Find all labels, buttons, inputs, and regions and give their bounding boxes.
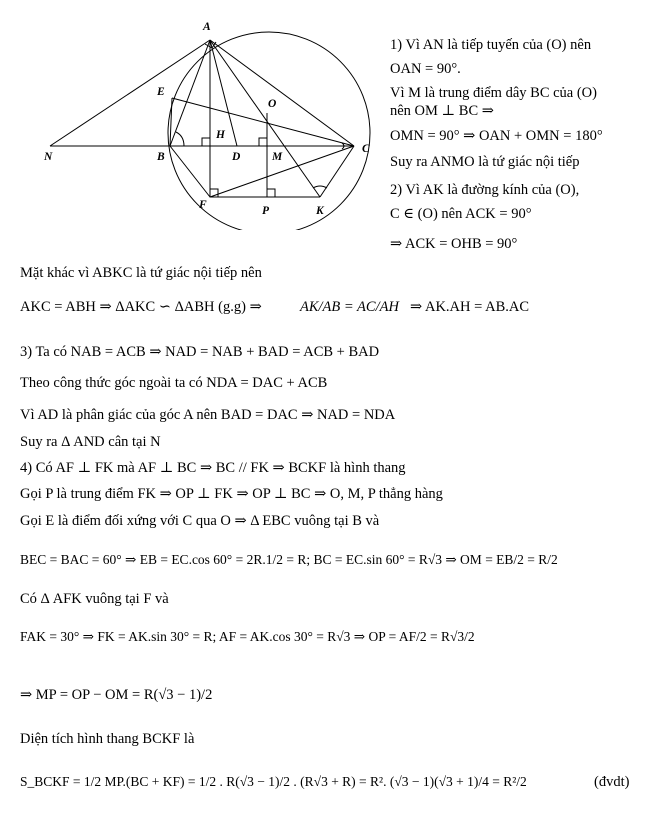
part4-line-d: BEC = BAC = 60° ⇒ EB = EC.cos 60° = 2R.1/2 = R; BC = EC.sin 60° = R√3 ⇒ OM = EB/2 = R/2 — [20, 552, 558, 567]
angle-mark-k — [313, 186, 327, 188]
right-angle-p — [267, 189, 275, 197]
right-angle-m — [259, 138, 267, 146]
part2-line-e3: ⇒ AK.AH = AB.AC — [410, 299, 530, 315]
part4-line-h: Diện tích hình thang BCKF là — [20, 731, 195, 747]
label-f: F — [199, 199, 207, 211]
part1-line-a: 1) Vì AN là tiếp tuyến của (O) nên — [390, 37, 592, 53]
part3-line-a: 3) Ta có NAB = ACB ⇒ NAD = NAB + BAD = ACB + BAD — [20, 344, 380, 360]
part4-line-i: S_BCKF = 1/2 MP.(BC + KF) = 1/2 . R(√3 − 1)/2 . (R√3 + R) = R². (√3 − 1)(√3 + 1)/4 = R²/2 — [20, 774, 527, 789]
label-e: E — [157, 86, 165, 98]
part1-line-d: nên OM ⊥ BC ⇒ — [390, 103, 494, 119]
label-a: A — [203, 21, 211, 33]
label-o: O — [268, 98, 277, 110]
line-ac — [210, 40, 354, 146]
part2-line-e2: AK/AB = AC/AH — [300, 299, 399, 315]
part2-line-b: C ∈ (O) nên ACK = 90° — [390, 206, 532, 222]
right-angle-h — [202, 138, 210, 146]
label-m: M — [272, 151, 283, 163]
angle-mark-b — [176, 132, 184, 146]
part2-line-a: 2) Vì AK là đường kính của (O), — [390, 182, 580, 198]
geometry-figure — [0, 0, 380, 230]
label-h: H — [216, 129, 225, 141]
part4-line-a: 4) Có AF ⊥ FK mà AF ⊥ BC ⇒ BC // FK ⇒ BCKF là hình thang — [20, 460, 406, 476]
part1-line-b: OAN = 90°. — [390, 61, 461, 77]
label-p: P — [262, 205, 270, 217]
line-an — [50, 40, 210, 146]
part3-line-d: Suy ra Δ AND cân tại N — [20, 434, 161, 450]
part4-line-b: Gọi P là trung điểm FK ⇒ OP ⊥ FK ⇒ OP ⊥ BC ⇒ O, M, P thẳng hàng — [20, 486, 443, 502]
part4-line-c: Gọi E là điểm đối xứng với C qua O ⇒ Δ EBC vuông tại B và — [20, 513, 380, 529]
part2-line-d: Mặt khác vì ABKC là tứ giác nội tiếp nên — [20, 265, 262, 281]
line-kc — [320, 146, 354, 197]
label-b: B — [157, 151, 165, 163]
part2-line-e1: AKC = ABH ⇒ ΔAKC ∽ ΔABH (g.g) ⇒ — [20, 299, 262, 315]
part4-line-g: ⇒ MP = OP − OM = R(√3 − 1)/2 — [20, 687, 213, 703]
line-ec — [172, 98, 354, 146]
label-k: K — [316, 205, 324, 217]
part2-line-c: ⇒ ACK = OHB = 90° — [390, 236, 518, 252]
line-eb — [170, 98, 172, 146]
part1-line-f: Suy ra ANMO là tứ giác nội tiếp — [390, 154, 580, 170]
part1-line-e: OMN = 90° ⇒ OAN + OMN = 180° — [390, 128, 603, 144]
part4-unit: (đvdt) — [594, 774, 630, 790]
part4-line-e: Có Δ AFK vuông tại F và — [20, 591, 169, 607]
line-ak — [210, 40, 320, 197]
label-n: N — [44, 151, 53, 163]
part3-line-c: Vì AD là phân giác của góc A nên BAD = DAC ⇒ NAD = NDA — [20, 407, 396, 423]
part1-line-c: Vì M là trung điểm dây BC của (O) — [390, 85, 597, 101]
label-c: C — [362, 143, 370, 155]
part3-line-b: Theo công thức góc ngoài ta có NDA = DAC + ACB — [20, 375, 328, 391]
label-d: D — [232, 151, 241, 163]
part4-line-f: FAK = 30° ⇒ FK = AK.sin 30° = R; AF = AK.cos 30° = R√3 ⇒ OP = AF/2 = R√3/2 — [20, 629, 475, 644]
